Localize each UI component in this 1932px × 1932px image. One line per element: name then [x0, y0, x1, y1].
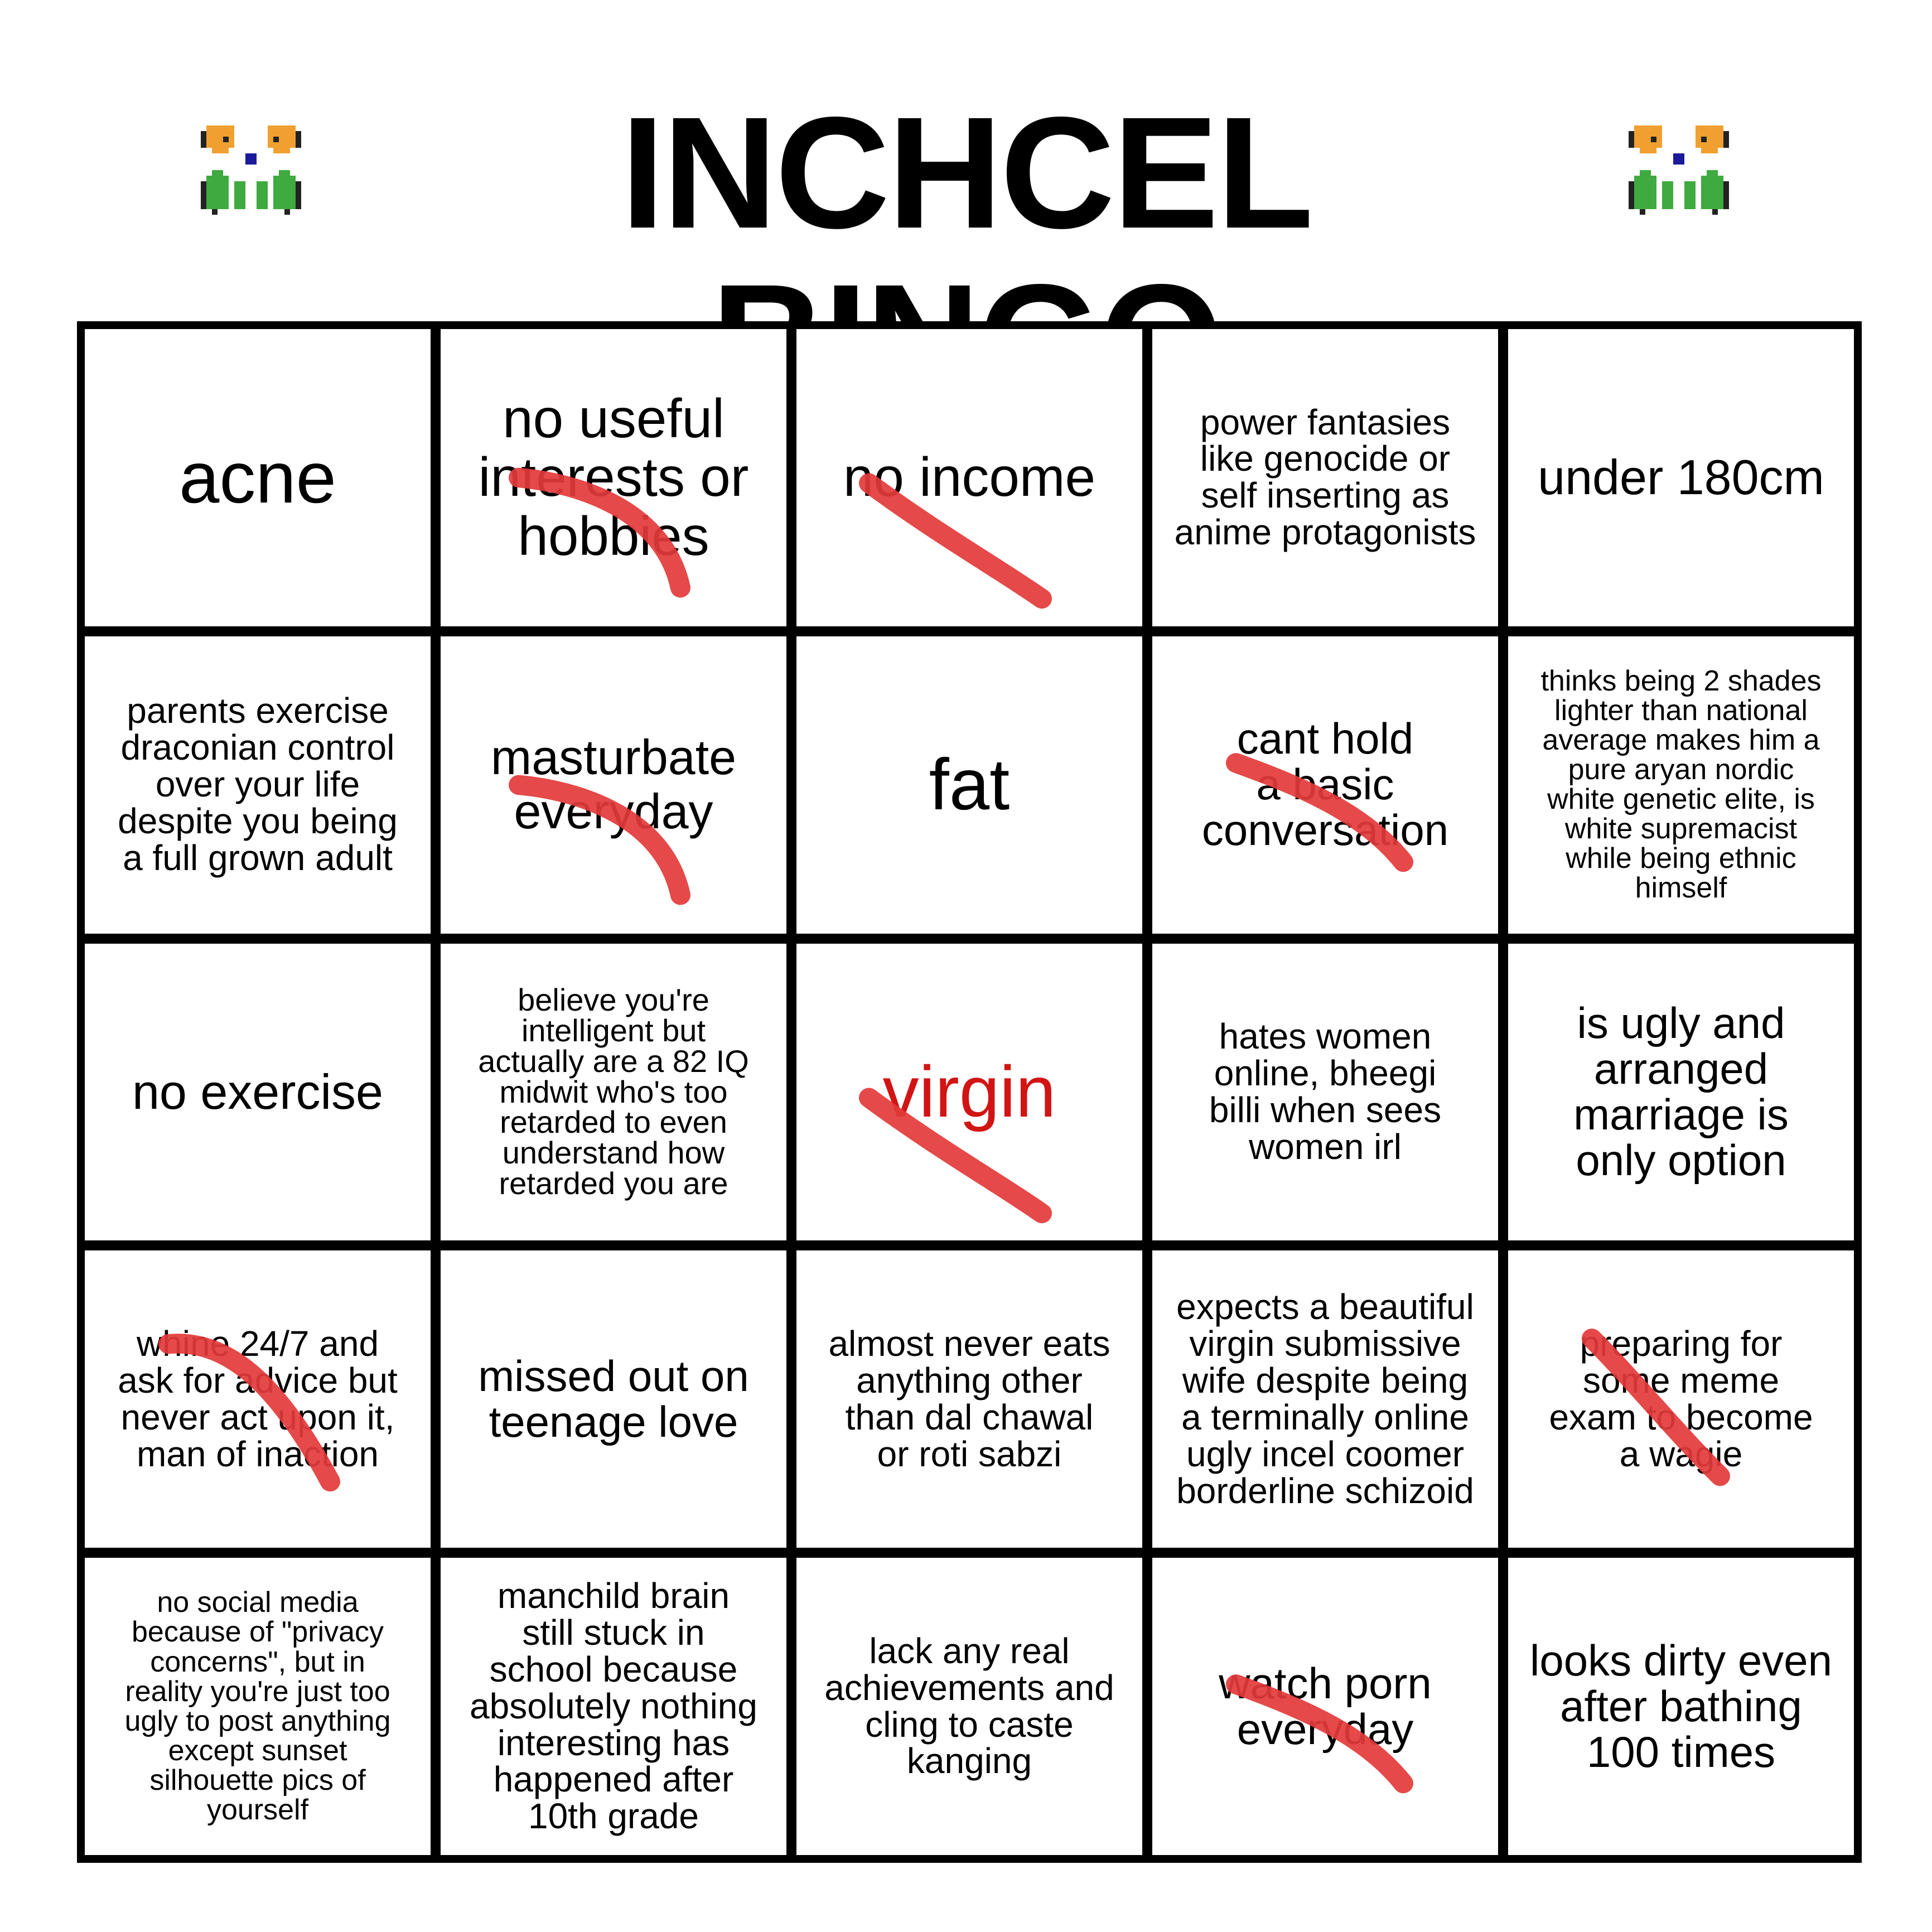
bingo-cell[interactable]: [1508, 1250, 1854, 1548]
bingo-cell-text: believe you're intelligent but actually are a 82 IQ midwit who's too retarded to even understand how retarded you are: [478, 982, 749, 1201]
bingo-cell[interactable]: [441, 636, 786, 934]
bingo-cell[interactable]: [796, 944, 1142, 1241]
bingo-cell-text: expects a beautiful virgin submissive wife despite being a terminally online ugly incel coomer borderline schizoid: [1176, 1287, 1474, 1511]
bingo-cell[interactable]: [1508, 944, 1854, 1241]
bingo-cell-text: watch porn everyday: [1219, 1658, 1432, 1754]
bingo-cell-text: parents exercise draconian control over your life despite you being a full grown adult: [118, 690, 398, 878]
bingo-cell[interactable]: [1508, 329, 1854, 626]
bingo-cell-text: power fantasies like genocide or self inserting as anime protagonists: [1174, 402, 1476, 553]
bingo-cell[interactable]: [1508, 1558, 1854, 1855]
page-title: INCHCEL: [620, 84, 1312, 262]
bingo-cell[interactable]: [1152, 329, 1498, 626]
bingo-cell-text: is ugly and arranged marriage is only option: [1573, 998, 1789, 1185]
bingo-cell[interactable]: [796, 636, 1142, 934]
bingo-cell[interactable]: [796, 329, 1142, 626]
bingo-cell[interactable]: [441, 1250, 786, 1548]
bingo-cell-text: acne: [179, 436, 336, 518]
bingo-cell-text: manchild brain still stuck in school because absolutely nothing interesting has happened after 10th grade: [470, 1575, 757, 1837]
bingo-cell-text: no useful interests or hobbies: [478, 387, 749, 567]
bingo-cell-text: whine 24/7 and ask for advice but never act upon it, man of inaction: [118, 1323, 398, 1474]
bingo-grid: [77, 321, 1862, 1863]
bingo-cell[interactable]: [441, 1558, 786, 1855]
bingo-cell[interactable]: [1152, 1558, 1498, 1855]
bingo-cell-text: lack any real achievements and cling to caste kanging: [824, 1630, 1114, 1781]
bingo-cell-text: no exercise: [132, 1064, 383, 1119]
bingo-cell[interactable]: [85, 1558, 431, 1855]
bingo-cell-text: cant hold a basic conversation: [1201, 714, 1449, 855]
bingo-cell-text: under 180cm: [1538, 450, 1824, 505]
bingo-cell-text: missed out on teenage love: [478, 1351, 749, 1446]
bingo-cell-text: masturbate everyday: [490, 730, 737, 839]
bingo-cell-text: virgin: [882, 1051, 1056, 1133]
bingo-cell[interactable]: [1152, 1250, 1498, 1548]
bingo-cell[interactable]: [1152, 944, 1498, 1241]
bingo-cell[interactable]: [1152, 636, 1498, 934]
bingo-cell-text: looks dirty even after bathing 100 times: [1530, 1635, 1832, 1776]
bingo-cell[interactable]: [1508, 636, 1854, 934]
bingo-cell[interactable]: [441, 329, 786, 626]
bingo-cell-text: thinks being 2 shades lighter than national average makes him a pure aryan nordic white genetic elite, is white supremacist while being ethnic himself: [1540, 665, 1822, 905]
bingo-cell-text: no social media because of "privacy concerns", but in reality you're just too ugly to post anything except sunset silhouette pics of yourself: [124, 1586, 391, 1826]
bingo-cell[interactable]: [85, 329, 431, 626]
bingo-cell[interactable]: [85, 944, 431, 1241]
bingo-cell-text: no income: [843, 446, 1096, 508]
bingo-cell[interactable]: [796, 1558, 1142, 1855]
bingo-cell-text: hates women online, bheegi billi when sees women irl: [1209, 1016, 1442, 1167]
bingo-cell[interactable]: [85, 1250, 431, 1548]
bingo-cell[interactable]: [85, 636, 431, 934]
pixel-flower-icon: [1623, 120, 1735, 220]
bingo-cell-text: preparing for some meme exam to become a wagie: [1549, 1323, 1813, 1474]
bingo-cell[interactable]: [796, 1250, 1142, 1548]
bingo-cell-text: almost never eats anything other than dal chawal or roti sabzi: [828, 1323, 1110, 1474]
header: [0, 0, 1932, 312]
bingo-cell[interactable]: [441, 944, 786, 1241]
bingo-cell-text: fat: [929, 743, 1010, 825]
pixel-flower-icon: [195, 120, 307, 220]
